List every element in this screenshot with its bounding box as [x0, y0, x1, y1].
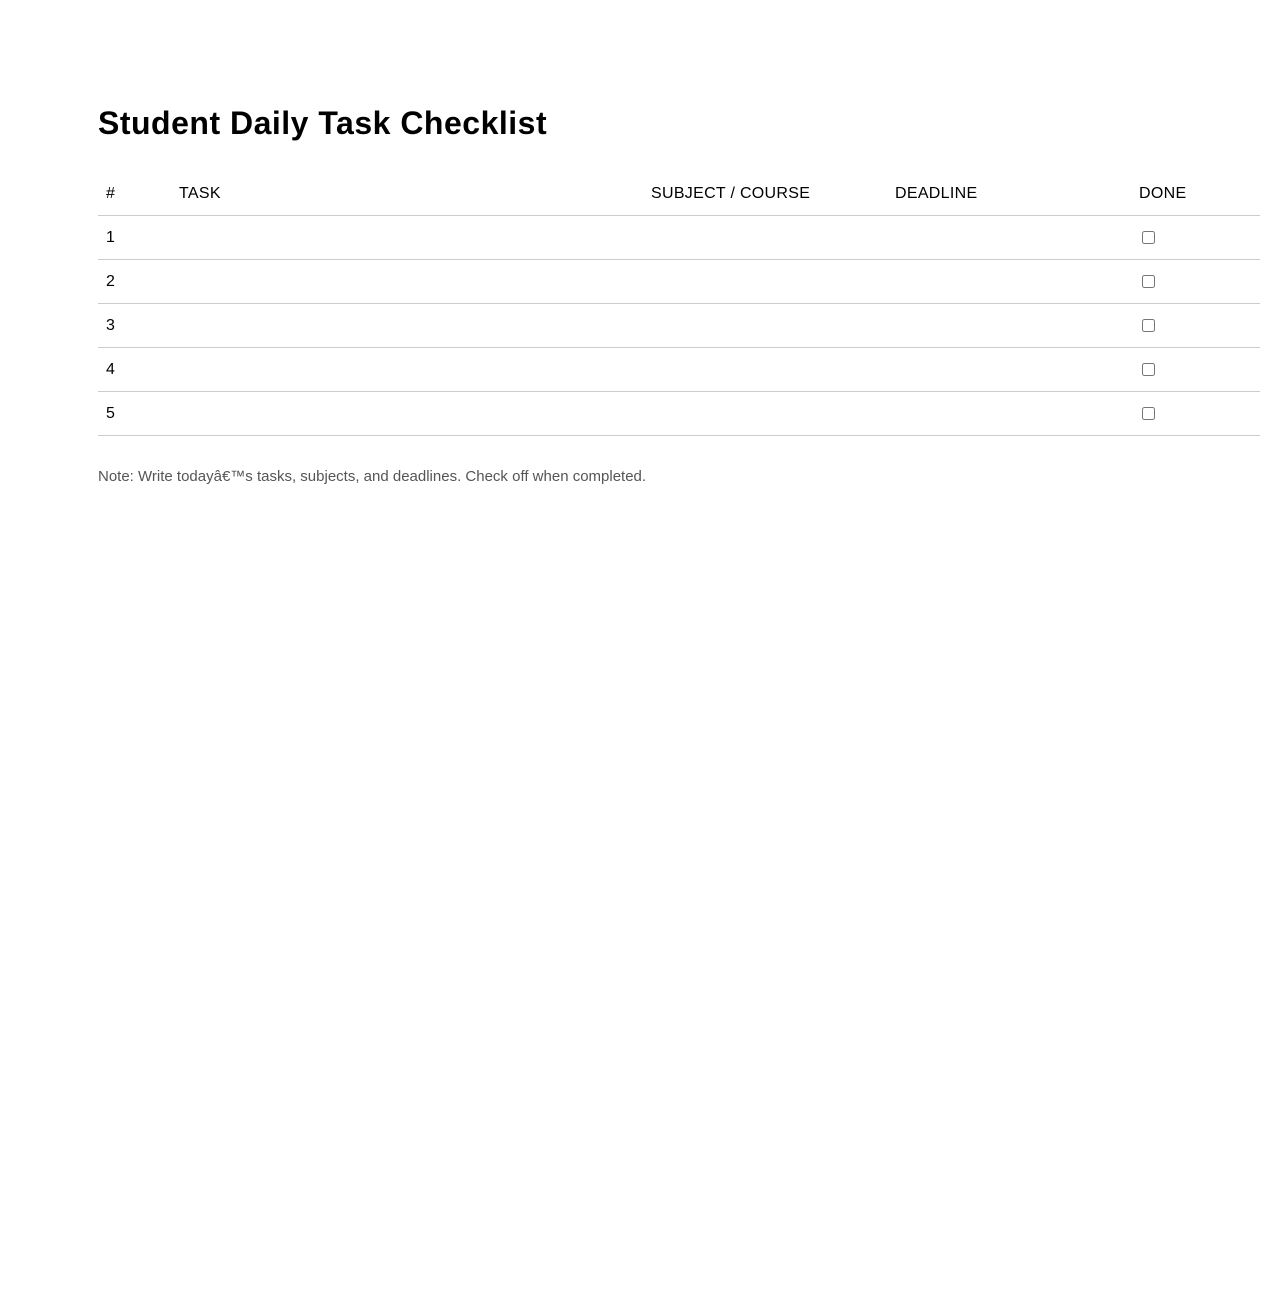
table-row: [98, 216, 1260, 260]
done-cell: [1131, 392, 1260, 436]
subject-cell[interactable]: [643, 392, 887, 436]
page-title: Student Daily Task Checklist: [98, 105, 548, 141]
subject-cell[interactable]: [643, 304, 887, 348]
deadline-cell[interactable]: [887, 348, 1131, 392]
table-header-row: [98, 172, 1260, 216]
done-checkbox[interactable]: [1142, 275, 1155, 288]
row-number: 2: [98, 260, 171, 304]
task-cell[interactable]: [171, 348, 643, 392]
row-number: 5: [98, 392, 171, 436]
deadline-cell[interactable]: [887, 216, 1131, 260]
header-done: DONE: [1131, 172, 1260, 216]
done-checkbox[interactable]: [1142, 363, 1155, 376]
deadline-cell[interactable]: [887, 260, 1131, 304]
task-cell[interactable]: [171, 392, 643, 436]
table-row: [98, 304, 1260, 348]
task-cell[interactable]: [171, 304, 643, 348]
table-row: [98, 260, 1260, 304]
done-cell: [1131, 348, 1260, 392]
done-checkbox[interactable]: [1142, 319, 1155, 332]
done-checkbox[interactable]: [1142, 407, 1155, 420]
footer-note: Note: Write todayâ€™s tasks, subjects, and deadlines. Check off when completed.: [98, 468, 647, 485]
done-cell: [1131, 216, 1260, 260]
row-number: 4: [98, 348, 171, 392]
header-number: #: [98, 172, 171, 216]
header-deadline: DEADLINE: [887, 172, 1131, 216]
row-number: 3: [98, 304, 171, 348]
header-task: TASK: [171, 172, 643, 216]
done-checkbox[interactable]: [1142, 231, 1155, 244]
row-number: 1: [98, 216, 171, 260]
header-subject: SUBJECT / COURSE: [643, 172, 887, 216]
table-row: [98, 348, 1260, 392]
task-table: [98, 172, 1260, 436]
task-cell[interactable]: [171, 216, 643, 260]
subject-cell[interactable]: [643, 348, 887, 392]
deadline-cell[interactable]: [887, 392, 1131, 436]
done-cell: [1131, 304, 1260, 348]
table-row: [98, 392, 1260, 436]
done-cell: [1131, 260, 1260, 304]
task-cell[interactable]: [171, 260, 643, 304]
subject-cell[interactable]: [643, 260, 887, 304]
subject-cell[interactable]: [643, 216, 887, 260]
deadline-cell[interactable]: [887, 304, 1131, 348]
